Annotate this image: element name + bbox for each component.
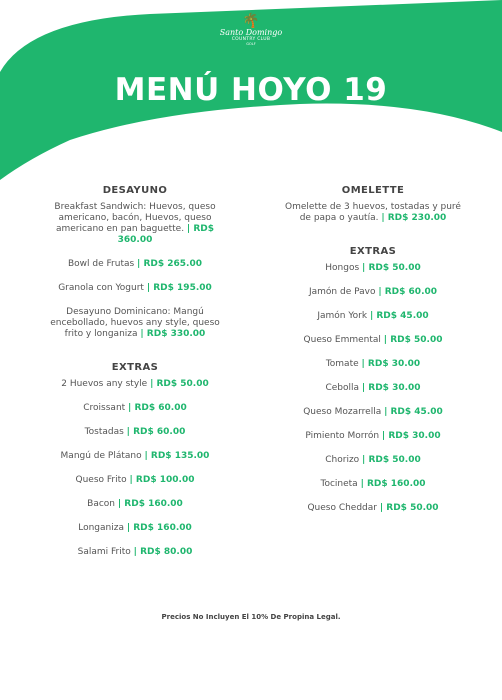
menu-item-price: | RD$ 60.00	[378, 287, 438, 297]
menu-item	[40, 202, 230, 246]
left-column	[40, 185, 230, 558]
menu-item	[278, 503, 468, 514]
menu-item-name: Tocineta	[320, 479, 361, 489]
section-title-extras-right: EXTRAS	[349, 246, 397, 257]
palm-tree-icon: 🌴	[242, 13, 260, 29]
menu-item	[40, 283, 230, 294]
section-title-extras-left: EXTRAS	[111, 362, 159, 373]
menu-item-name: 2 Huevos any style	[61, 379, 151, 389]
menu-item-name: Croissant	[83, 403, 129, 413]
menu-item-price: | RD$ 160.00	[360, 479, 426, 489]
menu-item-name: Chorizo	[325, 455, 363, 465]
menu-item-name: Granola con Yogurt	[58, 283, 147, 293]
logo-club-name: COUNTRY CLUB	[231, 37, 271, 42]
menu-item-name: Hongos	[325, 263, 363, 273]
menu-item-name: Tomate	[325, 359, 362, 369]
menu-item	[278, 311, 468, 322]
right-column	[278, 185, 468, 514]
menu-item	[278, 202, 468, 224]
menu-item	[278, 431, 468, 442]
menu-item-name: Bowl de Frutas	[68, 259, 138, 269]
menu-item-price: | RD$ 30.00	[361, 383, 421, 393]
menu-item-name: Desayuno Dominicano: Mangú encebollado, huevos any style, queso frito y longaniza	[50, 307, 220, 339]
menu-item-price: | RD$ 360.00	[117, 224, 215, 245]
menu-item-name: Pimiento Morrón	[305, 431, 382, 441]
extras-left-list	[40, 379, 230, 558]
menu-item	[278, 407, 468, 418]
menu-item-price: | RD$ 50.00	[383, 335, 443, 345]
menu-item-price: | RD$ 160.00	[126, 523, 192, 533]
menu-item	[40, 259, 230, 270]
menu-item-price: | RD$ 50.00	[362, 455, 421, 465]
menu-item-price: | RD$ 265.00	[137, 259, 202, 269]
menu-item-name: Jamón de Pavo	[308, 287, 379, 297]
menu-item	[40, 307, 230, 340]
menu-item	[278, 455, 468, 466]
menu-item-price: | RD$ 195.00	[146, 283, 212, 293]
logo-script: Santo Domingo	[219, 28, 283, 37]
menu-item-name: Cebolla	[325, 383, 362, 393]
menu-item-name: Salami Frito	[77, 547, 134, 557]
menu-item	[40, 523, 230, 534]
menu-item-price: | RD$ 45.00	[384, 407, 443, 417]
menu-item-name: Queso Cheddar	[307, 503, 380, 513]
menu-item-name: Omelette de 3 huevos, tostadas y puré de papa o yautía.	[285, 202, 461, 223]
menu-item-price: | RD$ 60.00	[128, 403, 187, 413]
menu-item-price: | RD$ 100.00	[129, 475, 195, 485]
page-title: MENÚ HOYO 19	[114, 72, 388, 108]
menu-item-name: Mangú de Plátano	[60, 451, 145, 461]
menu-item-price: | RD$ 230.00	[381, 213, 447, 223]
omelette-list	[278, 202, 468, 224]
menu-item-price: | RD$ 50.00	[362, 263, 421, 273]
menu-item	[278, 287, 468, 298]
menu-item-name: Queso Mozarrella	[303, 407, 385, 417]
menu-item	[278, 359, 468, 370]
menu-item-price: | RD$ 50.00	[379, 503, 439, 513]
menu-item-price: | RD$ 330.00	[140, 329, 206, 339]
section-title-omelette: OMELETTE	[341, 185, 405, 196]
menu-item-name: Bacon	[87, 499, 118, 509]
menu-item-price: | RD$ 30.00	[381, 431, 441, 441]
menu-item	[278, 479, 468, 490]
menu-item	[40, 427, 230, 438]
menu-item-name: Longaniza	[78, 523, 127, 533]
menu-item-price: | RD$ 60.00	[126, 427, 186, 437]
section-title-desayuno: DESAYUNO	[102, 185, 168, 196]
menu-item	[40, 379, 230, 390]
menu-item-price: | RD$ 30.00	[361, 359, 421, 369]
logo-subtitle: GOLF	[246, 42, 256, 46]
desayuno-list	[40, 202, 230, 340]
menu-item	[40, 451, 230, 462]
menu-item-name: Queso Emmental	[303, 335, 384, 345]
menu-item-price: | RD$ 45.00	[369, 311, 429, 321]
menu-item-price: | RD$ 135.00	[144, 451, 210, 461]
menu-item	[40, 475, 230, 486]
menu-item-name: Queso Frito	[75, 475, 130, 485]
menu-item-price: | RD$ 160.00	[117, 499, 183, 509]
menu-item-name: Jamón York	[317, 311, 370, 321]
menu-item	[40, 499, 230, 510]
club-logo	[215, 14, 287, 60]
menu-item	[278, 383, 468, 394]
footer-note: Precios No Incluyen El 10% De Propina Legal.	[161, 613, 341, 621]
menu-item-price: | RD$ 50.00	[150, 379, 209, 389]
menu-item	[278, 335, 468, 346]
menu-item	[40, 547, 230, 558]
menu-item-name: Tostadas	[84, 427, 127, 437]
menu-item	[40, 403, 230, 414]
menu-item-price: | RD$ 80.00	[133, 547, 193, 557]
extras-right-list	[278, 263, 468, 514]
menu-item-name: Breakfast Sandwich: Huevos, queso americano, bacón, Huevos, queso americano en pan baguette.	[54, 202, 216, 234]
menu-item	[278, 263, 468, 274]
